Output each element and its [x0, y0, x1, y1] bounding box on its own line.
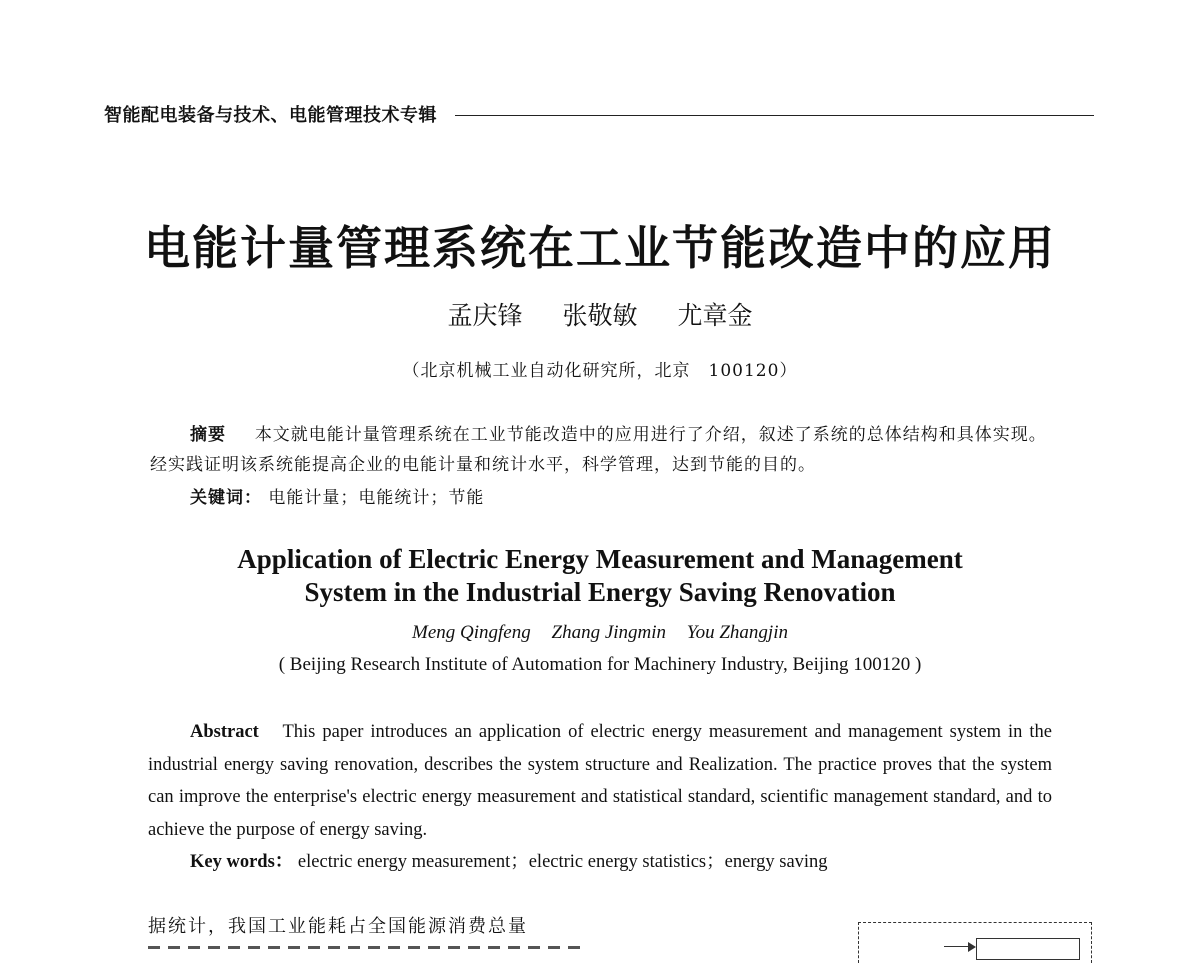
chinese-author: 孟庆锋 — [447, 301, 523, 330]
body-first-line: 据统计，我国工业能耗占全国能源消费总量 — [148, 916, 528, 937]
english-title-line: Application of Electric Energy Measurement and Management — [237, 544, 963, 574]
english-abstract — [148, 716, 1052, 846]
figure-arrow — [944, 946, 974, 947]
english-author: Zhang Jingmin — [551, 622, 667, 643]
chinese-abstract-label: 摘要 — [190, 425, 226, 445]
chinese-keywords — [190, 483, 484, 508]
english-keywords-label: Key words： — [190, 852, 294, 872]
chinese-author: 尤章金 — [677, 301, 753, 330]
english-abstract-label: Abstract — [190, 722, 259, 742]
chinese-keywords-text: 电能计量；电能统计；节能 — [268, 488, 485, 508]
english-authors — [0, 622, 1200, 644]
english-author: You Zhangjin — [686, 622, 788, 643]
running-header — [104, 101, 1094, 127]
journal-section-label: 智能配电装备与技术、电能管理技术专辑 — [104, 105, 437, 126]
english-title-line: System in the Industrial Energy Saving Renovation — [304, 577, 896, 607]
chinese-authors — [0, 296, 1200, 332]
body-second-line-cropped — [148, 944, 588, 952]
chinese-keywords-label: 关键词： — [190, 488, 262, 508]
english-abstract-text: This paper introduces an application of electric energy measurement and management system in the industrial energy saving renovation, describes the system structure and Realization. The practice proves that the system can improve the enterprise's electric energy measurement and statistical standard, scientific management standard, and to achieve the purpose of energy saving. — [148, 722, 1052, 840]
chinese-abstract — [150, 420, 1055, 480]
chinese-abstract-text: 本文就电能计量管理系统在工业节能改造中的应用进行了介绍，叙述了系统的总体结构和具体实现。经实践证明该系统能提高企业的电能计量和统计水平，科学管理，达到节能的目的。 — [150, 425, 1047, 475]
chinese-affiliation: （北京机械工业自动化研究所，北京 100120） — [402, 361, 798, 381]
header-rule — [455, 115, 1094, 116]
english-keywords-text: electric energy measurement；electric energy statistics；energy saving — [297, 852, 828, 872]
english-affiliation: ( Beijing Research Institute of Automation for Machinery Industry, Beijing 100120 ) — [278, 654, 922, 675]
figure-block — [976, 938, 1080, 960]
chinese-title: 电能计量管理系统在工业节能改造中的应用 — [144, 221, 1056, 275]
chinese-author: 张敬敏 — [562, 301, 638, 330]
english-keywords — [190, 847, 828, 873]
english-author: Meng Qingfeng — [412, 622, 531, 643]
english-title — [0, 543, 1200, 609]
